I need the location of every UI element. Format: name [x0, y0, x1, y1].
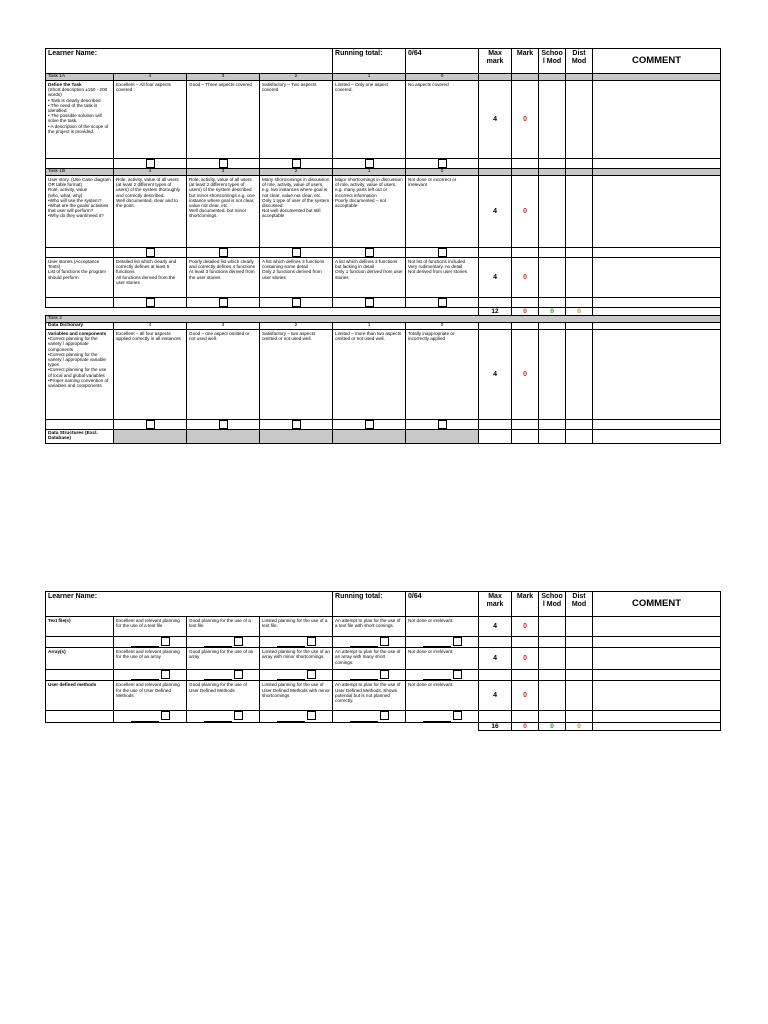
descriptor-cell: Excellent and relevant planning for the use of a text file — [114, 617, 187, 637]
school-mod-cell[interactable] — [539, 176, 566, 248]
level-checkbox[interactable] — [146, 298, 155, 307]
level-checkbox[interactable] — [380, 637, 389, 646]
school-mod-cell[interactable] — [539, 648, 566, 670]
level-label: 0 — [406, 323, 479, 330]
descriptor-cell: Limited planning for the use of a text file. — [260, 617, 333, 637]
descriptor-cell: Limited planning for the use of User Defined Methods with minor shortcomings — [260, 681, 333, 711]
checkbox-row — [46, 298, 721, 308]
data-structures-label: Data Structures (Excl. Database) — [46, 430, 114, 444]
descriptor-cell: Not done or irrelevant. — [406, 681, 479, 711]
level-checkbox[interactable] — [161, 670, 170, 679]
school-mod-header: School Mod — [539, 592, 566, 617]
level-checkbox[interactable] — [146, 248, 155, 257]
level-checkbox[interactable] — [307, 670, 316, 679]
level-checkbox[interactable] — [292, 159, 301, 168]
criterion-title: User defined methods — [46, 681, 114, 711]
level-label: 0 — [406, 74, 479, 81]
subtotal-row — [46, 308, 721, 316]
level-label: 4 — [114, 169, 187, 176]
mark-value: 0 — [512, 681, 539, 711]
running-total-label: Running total: — [333, 592, 406, 617]
level-checkbox[interactable] — [161, 637, 170, 646]
level-checkbox[interactable] — [234, 670, 243, 679]
level-checkbox[interactable] — [365, 248, 374, 257]
dist-mod-cell[interactable] — [566, 681, 593, 711]
level-label: 1 — [333, 74, 406, 81]
level-label: 1 — [333, 323, 406, 330]
level-checkbox[interactable] — [161, 711, 170, 720]
level-checkbox[interactable] — [292, 420, 301, 429]
dist-mod-cell[interactable] — [566, 330, 593, 420]
criterion-title: Variables and components — [48, 331, 107, 336]
user-story-row — [46, 176, 721, 248]
max-mark-value: 4 — [479, 330, 512, 420]
text-file-row — [46, 617, 721, 637]
descriptor-cell: Satisfactory – Two aspects covered — [260, 81, 333, 159]
mark-value: 0 — [512, 81, 539, 159]
header-row — [46, 49, 721, 74]
level-checkbox[interactable] — [234, 711, 243, 720]
level-checkbox[interactable] — [307, 711, 316, 720]
mark-header: Mark — [512, 592, 539, 617]
descriptor-cell: Detailed list which clearly and correctly defines at least 5 functions All functions derived from the user stories — [114, 258, 187, 298]
checkbox-row — [46, 637, 721, 648]
level-label: 0 — [406, 169, 479, 176]
comment-cell[interactable] — [593, 258, 721, 298]
task-1a-label: Task 1A — [46, 74, 114, 81]
school-mod-cell[interactable] — [539, 258, 566, 298]
total-school: 0 — [539, 722, 566, 730]
level-label: 3 — [187, 323, 260, 330]
max-mark-value: 4 — [479, 617, 512, 637]
level-checkbox[interactable] — [438, 298, 447, 307]
comment-cell[interactable] — [593, 617, 721, 637]
rubric-table-1 — [45, 48, 721, 444]
level-checkbox[interactable] — [219, 159, 228, 168]
descriptor-cell: Limited planning for the use of an array with minor shortcomings. — [260, 648, 333, 670]
define-task-criterion — [46, 81, 114, 159]
level-label: 2 — [260, 169, 333, 176]
task-1b-label: Task 1B — [46, 169, 114, 176]
descriptor-cell: Excellent and relevant planning for the use of User Defined Methods — [114, 681, 187, 711]
running-total-label: Running total: — [333, 49, 406, 74]
descriptor-cell: Good planning for the use of a text file — [187, 617, 260, 637]
descriptor-cell: Good planning for the use of User Defined Methods — [187, 681, 260, 711]
total-max: 16 — [479, 722, 512, 730]
school-mod-cell[interactable] — [539, 617, 566, 637]
define-task-row — [46, 81, 721, 159]
checkbox-row — [46, 248, 721, 258]
level-checkbox[interactable] — [365, 159, 374, 168]
max-mark-value: 4 — [479, 176, 512, 248]
level-label: 3 — [187, 74, 260, 81]
level-checkbox[interactable] — [438, 420, 447, 429]
school-mod-header: School Mod — [539, 49, 566, 74]
mark-value: 0 — [512, 617, 539, 637]
criterion-title: Text file(s) — [46, 617, 114, 637]
descriptor-cell: A list which defines 3 functions containing some detail Only 2 functions derived from user stories — [260, 258, 333, 298]
data-dictionary-label: Data Dictionary — [46, 323, 114, 330]
school-mod-cell[interactable] — [539, 330, 566, 420]
level-label: 3 — [187, 169, 260, 176]
rubric-sheet-2 — [45, 591, 720, 731]
data-structures-row — [46, 430, 721, 444]
level-checkbox[interactable] — [307, 637, 316, 646]
level-checkbox[interactable] — [146, 159, 155, 168]
descriptor-cell: An attempt to plan for the use of User Defined Methods. Shows potential but is not planned correctly. — [333, 681, 406, 711]
user-defined-methods-row — [46, 681, 721, 711]
running-total-value: 0/64 — [406, 49, 479, 74]
descriptor-cell: Poorly detailed list which clearly and correctly defines 4 functions At least 3 functions derived from the user stories — [187, 258, 260, 298]
criterion-desc: (Short description ±150 - 200 words) • Task is clearly described • The need of the task is identified. • The possible solution will solve the task. • A description of the scope of the project is provided. — [48, 87, 109, 134]
descriptor-cell: A list which defines 2 functions but lacking in detail Only 1 function derived from user stories — [333, 258, 406, 298]
variables-criterion — [46, 330, 114, 420]
descriptor-cell: Major shortcomings in discussion of role, activity, value of users, e.g. many parts left out or incorrect information Poorly documented – not acceptable — [333, 176, 406, 248]
dist-mod-cell[interactable] — [566, 176, 593, 248]
descriptor-cell: Not done or incorrect or irrelevant — [406, 176, 479, 248]
subtotal-max: 12 — [479, 308, 512, 316]
learner-name-field[interactable]: Learner Name: — [46, 49, 333, 74]
mark-value: 0 — [512, 330, 539, 420]
dist-mod-cell[interactable] — [566, 648, 593, 670]
descriptor-cell: Excellent and relevant planning for the use of an array — [114, 648, 187, 670]
level-label: 2 — [260, 74, 333, 81]
descriptor-cell: Totally inappropriate or incorrectly applied — [406, 330, 479, 420]
mark-value: 0 — [512, 258, 539, 298]
comment-cell[interactable] — [593, 648, 721, 670]
level-checkbox[interactable] — [292, 298, 301, 307]
level-label: 4 — [114, 323, 187, 330]
max-mark-header: Max mark — [479, 49, 512, 74]
level-checkbox[interactable] — [219, 420, 228, 429]
checkbox-row — [46, 159, 721, 169]
user-story-criterion: User story. (Use Case diagram OR table format) Role, activity, value (who, what, why) •Who will use the system? •What are the goals/ activities that user will perform? •Why do they want/need it? — [46, 176, 114, 248]
checkbox-row — [46, 670, 721, 681]
level-label: 1 — [333, 169, 406, 176]
level-checkbox[interactable] — [438, 248, 447, 257]
level-label: 2 — [260, 323, 333, 330]
level-label: 4 — [114, 74, 187, 81]
task-1a-band — [46, 74, 721, 81]
descriptor-cell: Excellent – All four aspects covered — [114, 81, 187, 159]
level-checkbox[interactable] — [453, 711, 462, 720]
total-dist: 0 — [566, 722, 593, 730]
descriptor-cell: Good – Three aspects covered — [187, 81, 260, 159]
learner-name-field[interactable]: Learner Name: — [46, 592, 333, 617]
level-checkbox[interactable] — [438, 159, 447, 168]
descriptor-cell: Limited – Only one aspect covered. — [333, 81, 406, 159]
dist-mod-cell[interactable] — [566, 81, 593, 159]
descriptor-cell: An attempt to plan for the use of a text file with short comings. — [333, 617, 406, 637]
criterion-desc: •Correct planning for the variety / appropriate components •Correct planning for the variety / appropriate variable types •Correct planning for the use of local and global variables •Proper naming convention of variables and components — [48, 336, 109, 389]
mark-header: Mark — [512, 49, 539, 74]
comment-header: COMMENT — [593, 592, 721, 617]
comment-cell[interactable] — [593, 681, 721, 711]
descriptor-cell: Not done or irrelevant. — [406, 617, 479, 637]
level-checkbox[interactable] — [219, 298, 228, 307]
max-mark-value: 4 — [479, 258, 512, 298]
array-row — [46, 648, 721, 670]
data-dictionary-row — [46, 323, 721, 330]
running-total-value: 0/64 — [406, 592, 479, 617]
checkbox-row — [46, 711, 721, 722]
level-checkbox[interactable] — [365, 298, 374, 307]
descriptor-cell: Not list of functions included Very rudimentary, no detail Not derived from user stories — [406, 258, 479, 298]
level-checkbox[interactable] — [380, 670, 389, 679]
mark-value: 0 — [512, 176, 539, 248]
criterion-title: Array(s) — [46, 648, 114, 670]
descriptor-cell: Limited – more than two aspects omitted or not used well. — [333, 330, 406, 420]
rubric-sheet-1 — [45, 48, 720, 444]
comment-cell[interactable] — [593, 176, 721, 248]
comment-cell[interactable] — [593, 81, 721, 159]
descriptor-cell: Many shortcomings in discussion of role, activity, value of users, e.g. two instances where goal is not clear, value not clear, etc. Only 1 type of user of the system discussed. Not well documented but still acceptable — [260, 176, 333, 248]
subtotal-dist: 0 — [566, 308, 593, 316]
descriptor-cell: Role, activity, value of all users (at least 2 different types of users) of the system described but minor shortcomings e.g. one instance where goal is not clear, value not clear, etc. Well documented, but minor shortcomings. — [187, 176, 260, 248]
rubric-table-2 — [45, 591, 721, 731]
level-checkbox[interactable] — [365, 420, 374, 429]
descriptor-cell: An attempt to plan for the use of an array with many short comings. — [333, 648, 406, 670]
task-2-label: Task 2 — [46, 316, 721, 323]
max-mark-value: 4 — [479, 81, 512, 159]
comment-header: COMMENT — [593, 49, 721, 74]
header-row — [46, 592, 721, 617]
level-checkbox[interactable] — [453, 637, 462, 646]
max-mark-value: 4 — [479, 648, 512, 670]
variables-row — [46, 330, 721, 420]
level-checkbox[interactable] — [146, 420, 155, 429]
dist-mod-header: Dist Mod — [566, 49, 593, 74]
max-mark-header: Max mark — [479, 592, 512, 617]
level-checkbox[interactable] — [453, 670, 462, 679]
task-2-band — [46, 316, 721, 323]
descriptor-cell: Excellent – all four aspects applied correctly in all instances — [114, 330, 187, 420]
descriptor-cell: Satisfactory – two aspects omitted or not used well. — [260, 330, 333, 420]
criterion-title: Define the Task — [48, 82, 82, 87]
max-mark-value: 4 — [479, 681, 512, 711]
descriptor-cell: Not done or irrelevant. — [406, 648, 479, 670]
task-1b-band — [46, 169, 721, 176]
level-checkbox[interactable] — [292, 248, 301, 257]
level-checkbox[interactable] — [380, 711, 389, 720]
subtotal-school: 0 — [539, 308, 566, 316]
subtotal-mark: 0 — [512, 308, 539, 316]
level-checkbox[interactable] — [219, 248, 228, 257]
acceptance-criterion: User stories (Acceptance Tests) List of functions the program should perform — [46, 258, 114, 298]
school-mod-cell[interactable] — [539, 81, 566, 159]
mark-value: 0 — [512, 648, 539, 670]
descriptor-cell: Good planning for the use of an array — [187, 648, 260, 670]
total-mark: 0 — [512, 722, 539, 730]
checkbox-row — [46, 420, 721, 430]
dist-mod-cell[interactable] — [566, 258, 593, 298]
school-mod-cell[interactable] — [539, 681, 566, 711]
descriptor-cell: Role, activity, value of all users (at least 2 different types of users) of the system thoroughly and correctly described. Well documented, clear and to the point. — [114, 176, 187, 248]
acceptance-row — [46, 258, 721, 298]
total-row — [46, 722, 721, 730]
level-checkbox[interactable] — [234, 637, 243, 646]
comment-cell[interactable] — [593, 330, 721, 420]
descriptor-cell: Good – one aspect omitted or not used well. — [187, 330, 260, 420]
dist-mod-cell[interactable] — [566, 617, 593, 637]
dist-mod-header: Dist Mod — [566, 592, 593, 617]
descriptor-cell: No aspects covered — [406, 81, 479, 159]
